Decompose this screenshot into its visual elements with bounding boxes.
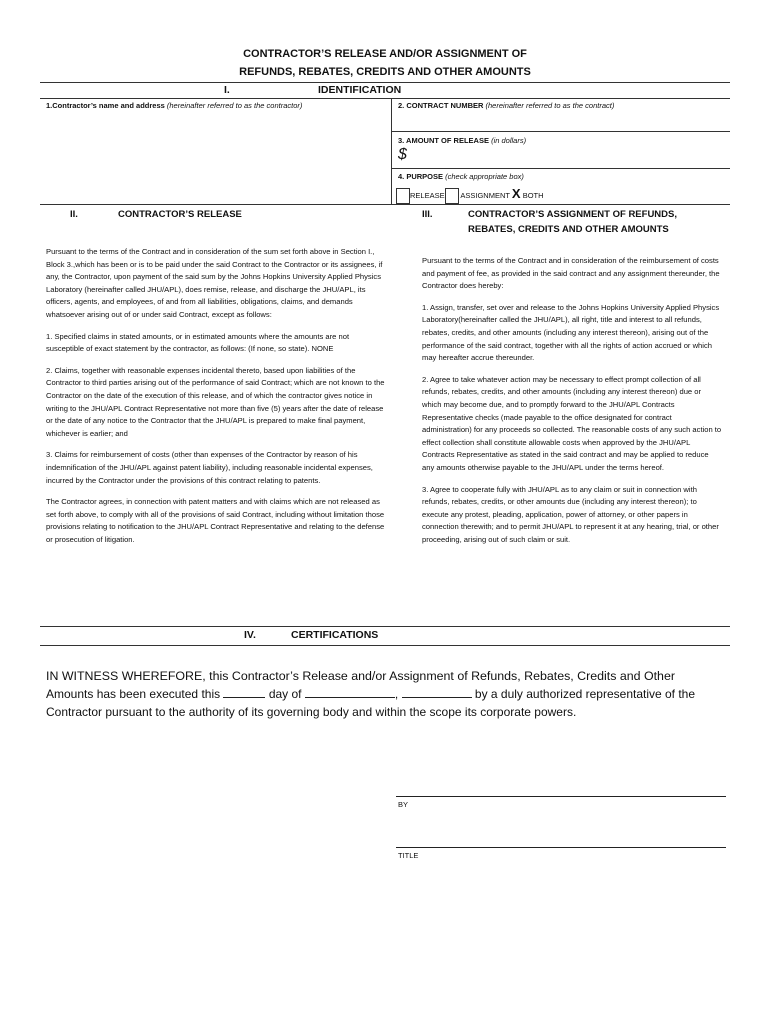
both-checkmark[interactable]: X: [511, 186, 521, 201]
signature-by-label: BY: [398, 800, 409, 809]
section2-heading: CONTRACTOR’S RELEASE: [118, 209, 242, 220]
release-checkbox[interactable]: [396, 188, 410, 204]
field4-hint: (check appropriate box): [445, 172, 524, 181]
section1-heading: IDENTIFICATION: [318, 84, 402, 96]
section3-heading-line1: CONTRACTOR’S ASSIGNMENT OF REFUNDS,: [468, 209, 678, 220]
section4-heading: CERTIFICATIONS: [291, 629, 379, 641]
witness-text: by a duly authorized representative of the: [474, 687, 696, 701]
assignment-paragraph: 3. Agree to cooperate fully with JHU/APL as to any claim or suit in connection with refunds, rebates, credits, or other amounts due (including any interest thereon); to execute any protest, pleading, application, power of attorney, or other papers in connection therewith; and to permit JHU/APL to represent it at any hearing, trial, or other proceeding, arising out of such claim or suit.: [422, 484, 719, 544]
field1-label: 1.Contractor’s name and address: [46, 101, 165, 110]
divider: [391, 98, 392, 204]
title-line[interactable]: [396, 847, 726, 848]
release-paragraph: 1. Specified claims in stated amounts, or in estimated amounts where the amounts are not susceptible of exact statement by the contractor, as follows: (If none, so state). NONE: [46, 331, 350, 354]
witness-text: Amounts has been executed this: [46, 687, 221, 701]
divider: [40, 645, 730, 646]
field3-label: 3. AMOUNT OF RELEASE: [398, 136, 489, 145]
both-option-label: BOTH: [522, 191, 544, 200]
field1-hint: (hereinafter referred to as the contractor): [166, 101, 303, 110]
divider: [40, 98, 730, 99]
contract-number-field[interactable]: [398, 101, 614, 110]
section2-numeral: II.: [70, 209, 78, 220]
signature-line[interactable]: [396, 796, 726, 797]
witness-line2: [46, 685, 736, 703]
field2-hint: (hereinafter referred to as the contract): [485, 101, 615, 110]
purpose-field: [398, 172, 524, 181]
divider: [391, 168, 730, 169]
section1-numeral: I.: [224, 84, 230, 96]
release-option-label: RELEASE: [410, 191, 445, 200]
section3-numeral: III.: [422, 209, 433, 220]
section4-numeral: IV.: [244, 629, 256, 641]
section3-heading-line2: REBATES, CREDITS AND OTHER AMOUNTS: [468, 224, 669, 235]
contractor-name-address-field[interactable]: [46, 101, 302, 110]
release-paragraph: 3. Claims for reimbursement of costs (other than expenses of the Contractor by reason of his indemnification of the JHU/APL against patent liability), including reasonable incidental expenses, incurred by the Contractor under the provisions of this contract relating to patents.: [46, 450, 373, 485]
divider: [391, 131, 730, 132]
release-paragraph: The Contractor agrees, in connection with patent matters and with claims which are not released as set forth above, to comply with all of the provisions of said Contract, including without limitation those provisions relating to notification to the JHU/APL Contract Representative and relating to the defense or prosecution of litigation.: [46, 497, 385, 544]
assignment-text: [422, 255, 722, 555]
field2-label: 2. CONTRACT NUMBER: [398, 101, 484, 110]
document-title-line1: CONTRACTOR’S RELEASE AND/OR ASSIGNMENT OF: [243, 48, 527, 60]
assignment-option-label: ASSIGNMENT: [460, 191, 510, 200]
witness-text: day of: [268, 687, 302, 701]
field3-hint: (in dollars): [491, 136, 527, 145]
signature-title-label: TITLE: [398, 851, 419, 860]
witness-line1: IN WITNESS WHEREFORE, this Contractor’s Release and/or Assignment of Refunds, Rebates, Credits and Other: [46, 669, 675, 683]
assignment-paragraph: 2. Agree to take whatever action may be necessary to effect prompt collection of all refunds, rebates, credits, and other amounts (including any interest thereon) due or which may become due, and to promptly forward to the JHU/APL Contracts Representative checks (made payable to the office designated for contract administration) for any proceeds so collected. The reasonable costs of any such action to effect collection shall constitute allowable costs when approved by the JHU/APL Contracts Representative as stated in the said contract and may be applied to reduce any amounts otherwise payable to the JHU/APL under the terms hereof.: [422, 374, 722, 472]
purpose-options: [396, 186, 544, 204]
divider: [40, 82, 730, 83]
release-paragraph: Pursuant to the terms of the Contract and in consideration of the sum set forth above in Section I., Block 3.,which has been or is to be paid under the said Contract to the Contractor or its assignees, if any, the Contractor, upon payment of the said sum by the Johns Hopkins University Applied Physics Laboratory (hereinafter called JHU/APL), does remise, release, and discharge the JHU/APL, its officers, agents, and employees, of and from all liabilities, obligations, claims, and demands whatsoever arising out of or under said Contract, except as follows:: [46, 247, 383, 319]
divider: [40, 626, 730, 627]
assignment-paragraph: Pursuant to the terms of the Contract and in consideration of the reimbursement of costs and payment of fee, as provided in the said contract and any assignment thereunder, the Contractor does hereby:: [422, 256, 720, 291]
document-title-line2: REFUNDS, REBATES, CREDITS AND OTHER AMOUNTS: [239, 66, 531, 78]
dollar-sign: $: [398, 146, 407, 163]
release-text: [46, 246, 386, 555]
witness-statement: [46, 667, 736, 721]
execution-year-input[interactable]: [402, 685, 472, 698]
assignment-paragraph: 1. Assign, transfer, set over and release to the Johns Hopkins University Applied Physics Laboratory(hereinafter called the JHU/APL), all right, title and interest to all refunds, rebates, credits, and other amounts (including any interest thereon), arising out of the performance of the said contract, together with all the rights of action accrued or which may hereafter accrue thereunder.: [422, 302, 720, 363]
execution-month-input[interactable]: [305, 685, 395, 698]
field4-label: 4. PURPOSE: [398, 172, 444, 181]
witness-line3: Contractor pursuant to the authority of its governing body and within the scope its corporate powers.: [46, 705, 577, 719]
execution-day-input[interactable]: [223, 685, 265, 698]
release-paragraph: 2. Claims, together with reasonable expenses incidental thereto, based upon liabilities of the Contractor to third parties arising out of the performance of said Contract; which are not known to the Contractor on the date of the execution of this release, and of which the contractor gives notice in writing to the JHU/APL Contract Representative not more than five (5) years after the date of release or the date of any notice to the Contractor that the JHU/APL is prepared to make final payment, whichever is earlier; and: [46, 365, 385, 438]
witness-text: ,: [394, 687, 399, 701]
divider: [40, 204, 730, 205]
assignment-checkbox[interactable]: [445, 188, 459, 204]
amount-of-release-field[interactable]: [398, 136, 526, 145]
